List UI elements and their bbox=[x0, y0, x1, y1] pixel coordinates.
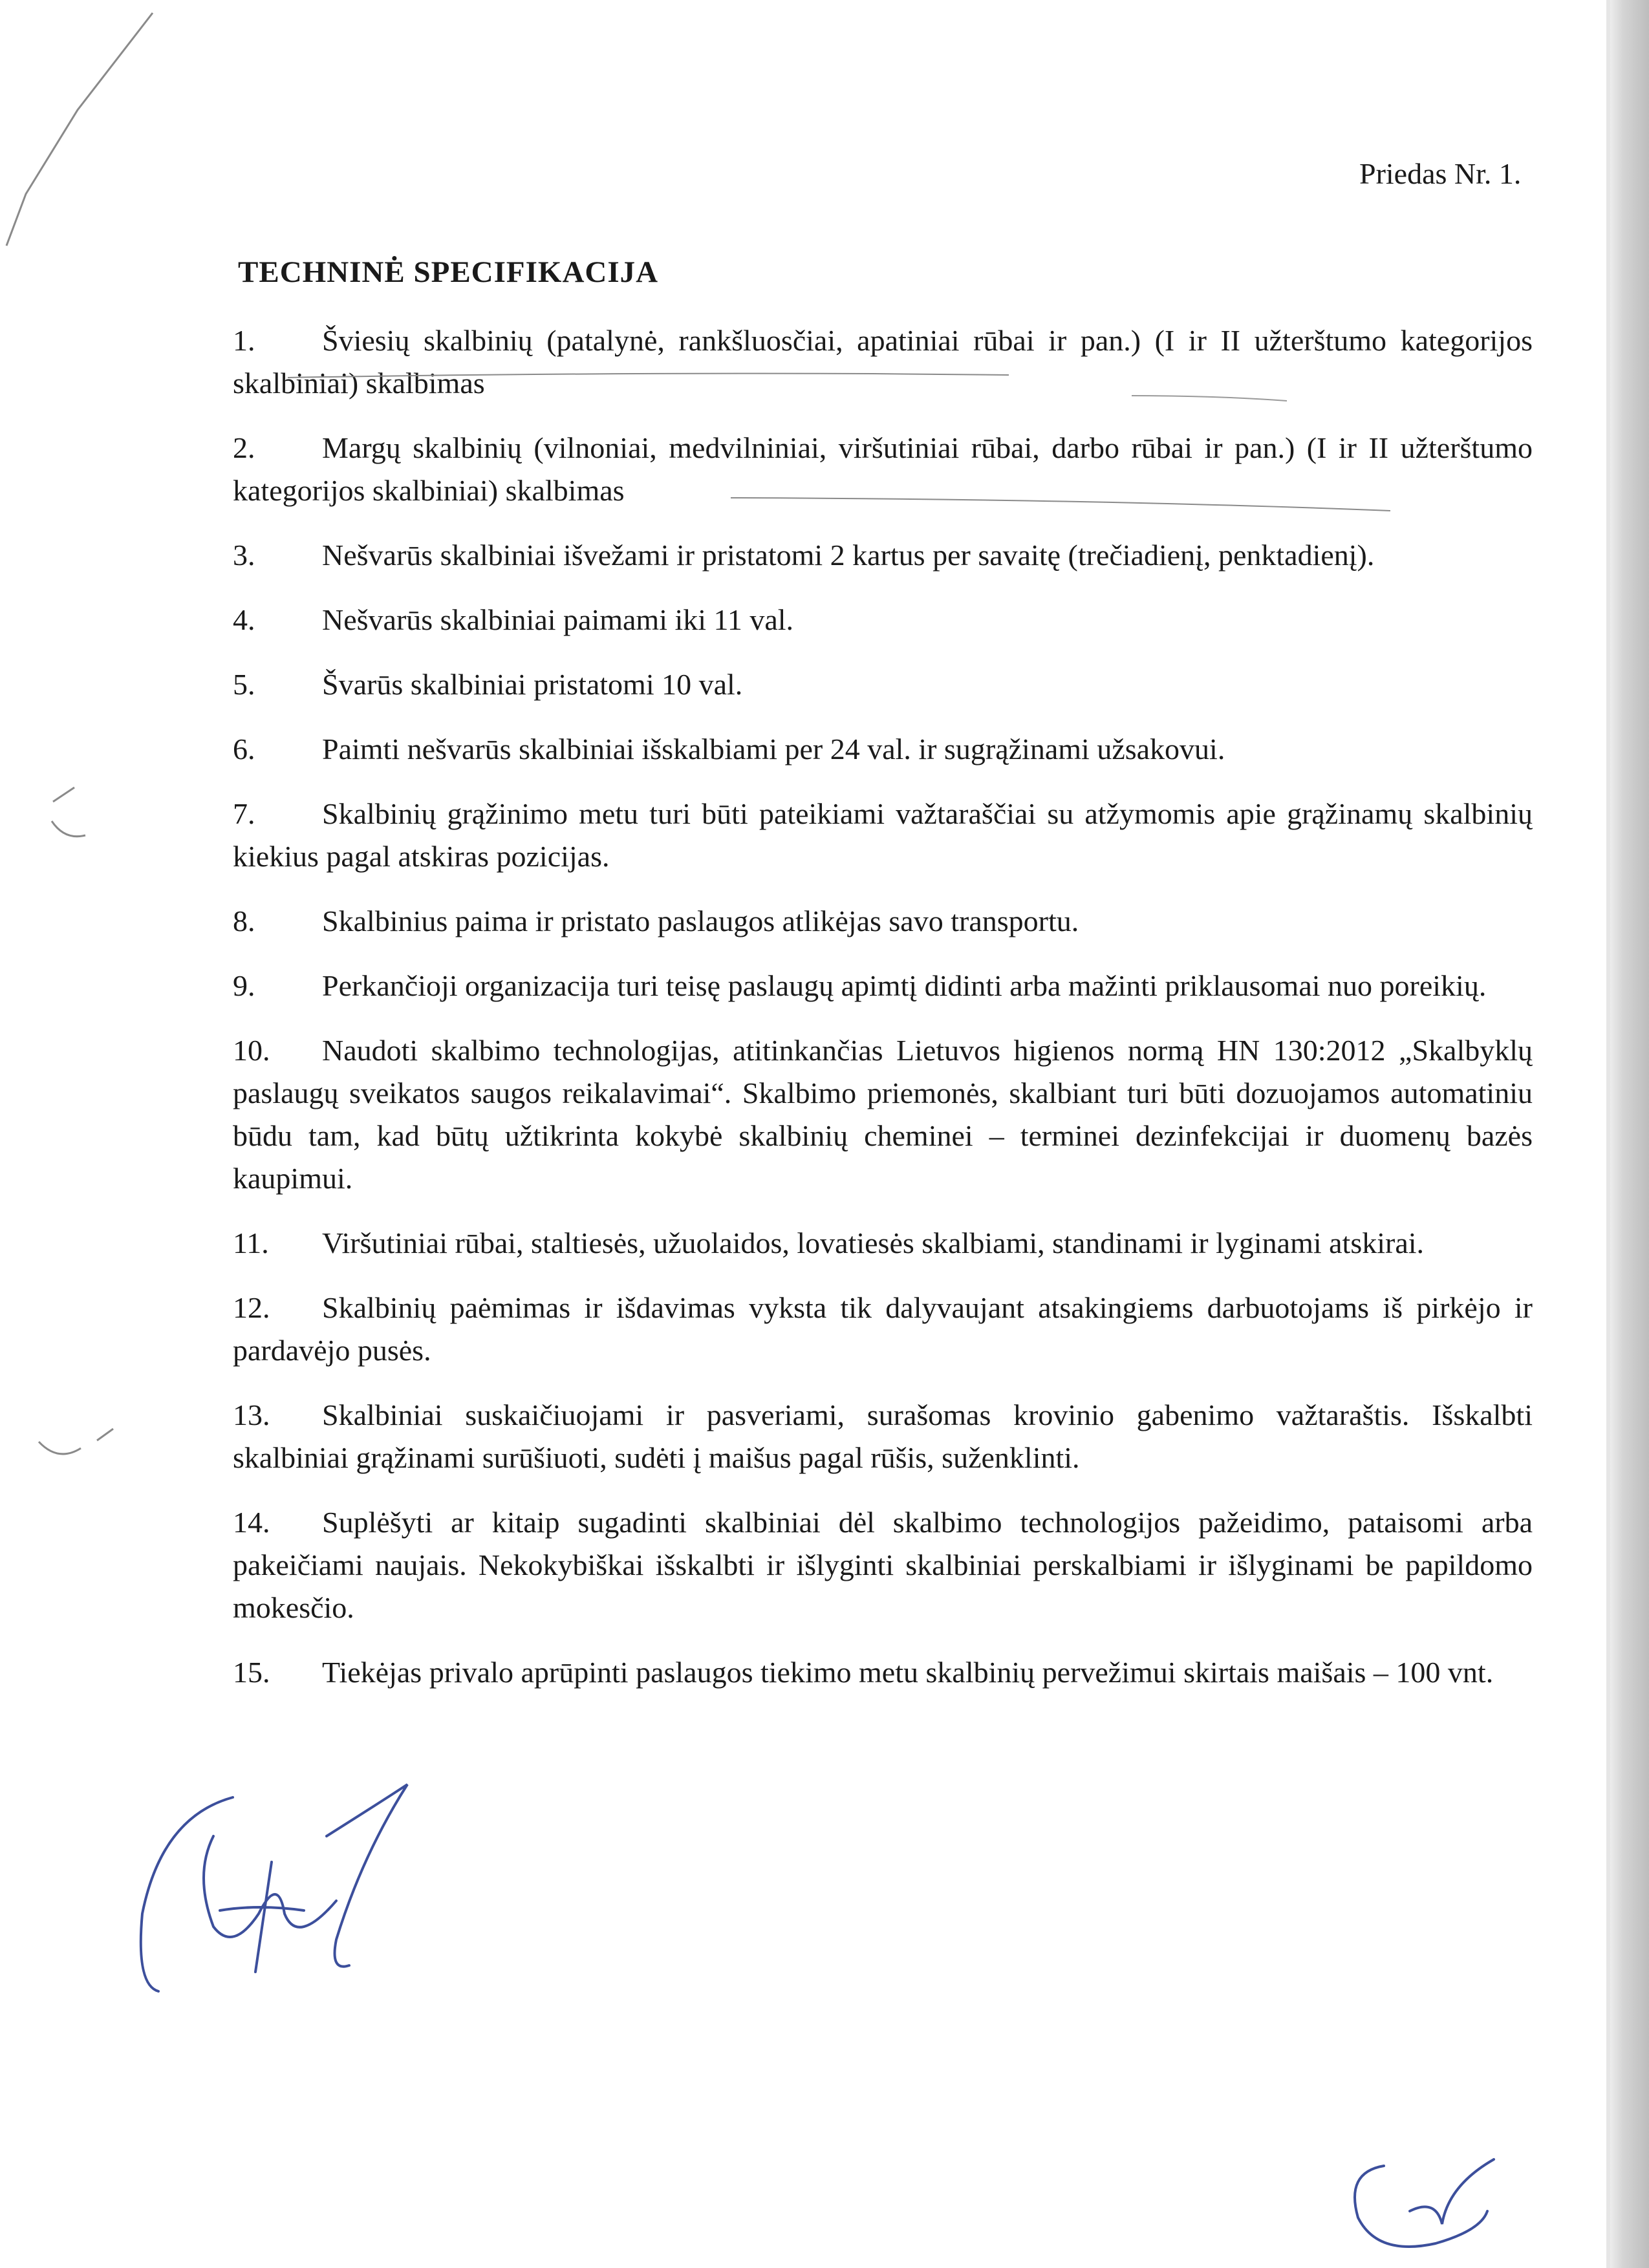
item-text: Suplėšyti ar kitaip sugadinti skalbiniai dėl skalbimo technologijos pažeidimo, pataisomi arba pakeičiami naujais. Nekokybiškai išskalbti ir išlyginti skalbiniai perskalbiami ir išlyginami be papildomo mokesčio. bbox=[233, 1506, 1533, 1624]
item-number: 7. bbox=[233, 797, 255, 830]
item-number: 10. bbox=[233, 1034, 270, 1067]
item-number: 12. bbox=[233, 1291, 270, 1324]
pencil-stroke-top-left bbox=[6, 13, 153, 246]
item-text: Naudoti skalbimo technologijas, atitinkančias Lietuvos higienos normą HN 130:2012 „Skalbyklų paslaugų sveikatos saugos reikalavimai“. Skalbimo priemonės, skalbiant turi būti dozuojamos automatiniu būdu tam, kad būtų užtikrinta kokybė skalbinių cheminei – terminei dezinfekcijai ir duomenų bazės kaupimui. bbox=[233, 1034, 1533, 1195]
annex-label: Priedas Nr. 1. bbox=[1359, 157, 1522, 190]
item-number: 1. bbox=[233, 324, 255, 357]
signature bbox=[141, 1784, 407, 1991]
item-number: 4. bbox=[233, 603, 255, 636]
item-text: Skalbiniai suskaičiuojami ir pasveriami, surašomas krovinio gabenimo važtaraštis. Išskalbti skalbiniai grąžinami surūšiuoti, sudėti į maišus pagal rūšis, suženklinti. bbox=[233, 1398, 1533, 1474]
item-number: 9. bbox=[233, 969, 255, 1002]
item-text: Šviesių skalbinių (patalynė, rankšluosčiai, apatiniai rūbai ir pan.) (I ir II užterštumo kategorijos skalbiniai) skalbimas bbox=[233, 324, 1533, 400]
item-number: 11. bbox=[233, 1226, 269, 1259]
item-text: Nešvarūs skalbiniai paimami iki 11 val. bbox=[322, 603, 794, 636]
hand-underline bbox=[1132, 396, 1287, 401]
item-number: 5. bbox=[233, 668, 255, 701]
item-text: Skalbinių paėmimas ir išdavimas vyksta tik dalyvaujant atsakingiems darbuotojams iš pirkėjo ir pardavėjo pusės. bbox=[233, 1291, 1533, 1367]
item-number: 2. bbox=[233, 431, 255, 464]
item-text: Nešvarūs skalbiniai išvežami ir pristatomi 2 kartus per savaitę (trečiadienį, penktadienį). bbox=[322, 539, 1375, 572]
item-number: 3. bbox=[233, 539, 255, 572]
document-title: TECHNINĖ SPECIFIKACIJA bbox=[238, 255, 659, 289]
item-number: 8. bbox=[233, 904, 255, 937]
item-text: Margų skalbinių (vilnoniai, medvilniniai, viršutiniai rūbai, darbo rūbai ir pan.) (I ir II užterštumo kategorijos skalbiniai) skalbimas bbox=[233, 431, 1533, 507]
item-text: Viršutiniai rūbai, staltiesės, užuolaidos, lovatiesės skalbiami, standinami ir lyginami atskirai. bbox=[322, 1226, 1425, 1259]
hand-underline bbox=[288, 374, 1009, 378]
item-number: 15. bbox=[233, 1656, 270, 1689]
item-number: 6. bbox=[233, 733, 255, 765]
item-number: 13. bbox=[233, 1398, 270, 1431]
item-text: Skalbinių grąžinimo metu turi būti pateikiami važtaraščiai su atžymomis apie grąžinamų skalbinių kiekius pagal atskiras pozicijas. bbox=[233, 797, 1533, 873]
item-text: Paimti nešvarūs skalbiniai išskalbiami per 24 val. ir sugrąžinami užsakovui. bbox=[322, 733, 1225, 765]
margin-check-mark bbox=[39, 1429, 113, 1454]
item-number: 14. bbox=[233, 1506, 270, 1539]
item-text: Švarūs skalbiniai pristatomi 10 val. bbox=[322, 668, 743, 701]
item-text: Skalbinius paima ir pristato paslaugos atlikėjas savo transportu. bbox=[322, 904, 1079, 937]
initials bbox=[1355, 2159, 1494, 2247]
item-text: Tiekėjas privalo aprūpinti paslaugos tiekimo metu skalbinių pervežimui skirtais maišais – 100 vnt. bbox=[322, 1656, 1494, 1689]
item-text: Perkančioji organizacija turi teisę paslaugų apimtį didinti arba mažinti priklausomai nuo poreikių. bbox=[322, 969, 1487, 1002]
margin-check-mark bbox=[52, 787, 85, 837]
hand-underline bbox=[731, 498, 1390, 511]
